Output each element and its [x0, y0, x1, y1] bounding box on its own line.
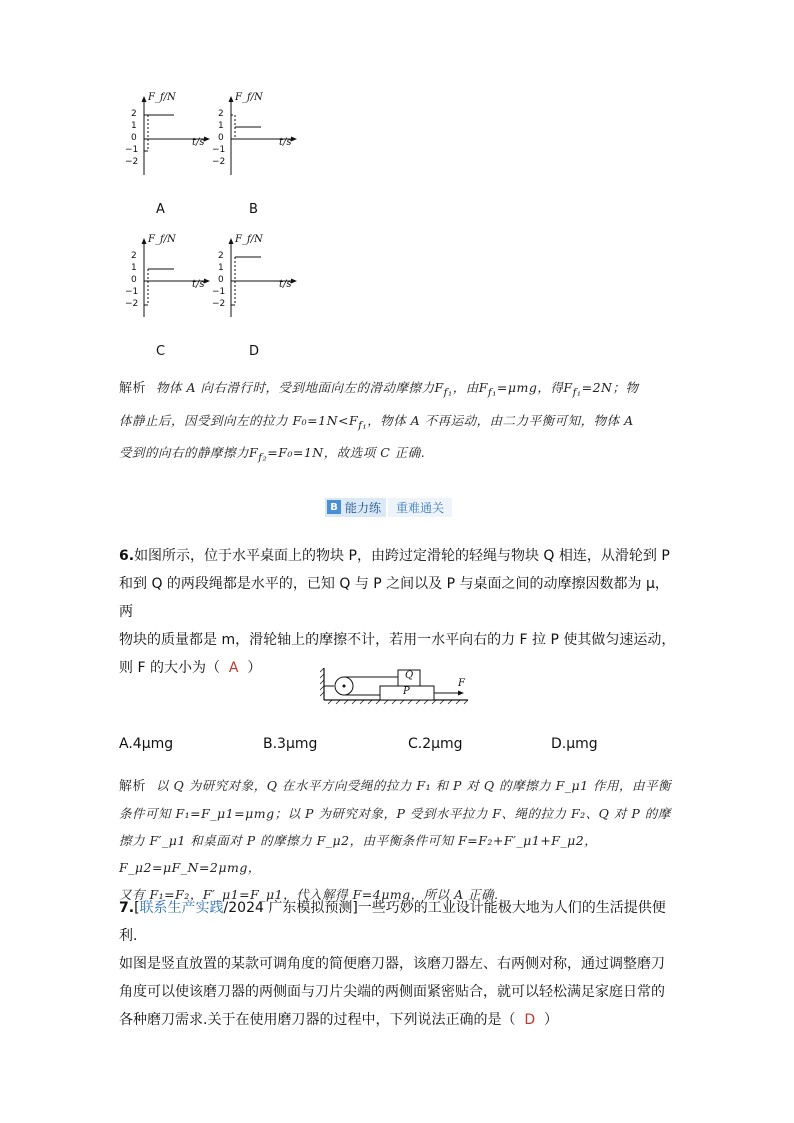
banner-letter-icon: B [327, 500, 341, 514]
figure-label-f: F [458, 678, 465, 689]
graph-tick-label: −1 [212, 145, 226, 155]
graph-tick-label: 0 [131, 133, 137, 143]
banner-primary: B 能力练 [325, 498, 386, 517]
figure-label-p: P [403, 686, 410, 697]
graph-option-letter-a: A [156, 202, 165, 217]
graph-tick-label: 0 [218, 275, 224, 285]
section-banner [325, 498, 452, 516]
question-7: 7.[联系生产实践/2024 广东模拟预测]一些巧妙的工业设计能极大地为人们的生活提供便利. 如图是竖直放置的某款可调角度的简便磨刀器，该磨刀器左、右两侧对称，通过调整磨刀 角度可以使该磨刀器的两侧面与刀片尖端的两侧面紧密贴合，就可以轻松满足家庭日常的 各种磨刀需求.关于在使用磨刀器的过程中，下列说法正确的是（ D ） [119, 900, 666, 1028]
graph-tick-label: 2 [218, 251, 224, 261]
graph-tick-label: −1 [125, 287, 139, 297]
solution-keyword: 解析 [119, 381, 147, 396]
answer-mark: D [524, 1012, 536, 1028]
graph-tick-label: 2 [131, 251, 137, 261]
graph-tick-label: 1 [131, 263, 137, 273]
graph-x-axis-label: t/s [279, 279, 292, 290]
graph-y-axis-label: F_f/N [148, 234, 176, 245]
graph-tick-label: −2 [212, 157, 226, 167]
graph-y-axis-label: F_f/N [235, 234, 263, 245]
graph-x-axis-label: t/s [192, 137, 205, 148]
solution-keyword: 解析 [119, 779, 147, 794]
question-number: 6. [119, 548, 135, 564]
graph-tick-label: 1 [131, 121, 137, 131]
choice-c: C.2μmg [408, 736, 463, 752]
choice-a: A.4μmg [119, 736, 174, 752]
graph-tick-label: 2 [131, 109, 137, 119]
choice-d: D.μmg [551, 736, 598, 752]
graph-option-letter-d: D [249, 344, 260, 359]
graph-x-axis-label: t/s [192, 279, 205, 290]
banner-subtitle: 重难通关 [388, 498, 452, 517]
graph-tick-label: −1 [125, 145, 139, 155]
figure-label-q: Q [405, 670, 414, 681]
question-number: 7. [119, 900, 135, 916]
graph-tick-label: 0 [131, 275, 137, 285]
graph-tick-label: 2 [218, 109, 224, 119]
graph-option-letter-b: B [249, 202, 258, 217]
solution-6: 解析 以 Q 为研究对象，Q 在水平方向受绳的拉力 F₁ 和 P 对 Q 的摩擦力 F_μ1 作用，由平衡 条件可知 F₁=F_μ1=μmg；以 P 为研究对象，P 受到水平拉力 F、绳的拉力 F₂、Q 对 P 的摩 擦力 F′_μ1 和桌面对 P 的摩擦力 F_μ2，由平衡条件可知 F=F₂+F′_μ1+F_μ2，F_μ2=μF_N=2μmg， 又有 F₁=F₂，F′_μ1=F_μ1，代入解得 F=4μmg，所以 A 正确. [119, 778, 672, 902]
choice-b: B.3μmg [263, 736, 318, 752]
graph-tick-label: 1 [218, 263, 224, 273]
graph-tick-label: −2 [125, 299, 139, 309]
graph-x-axis-label: t/s [279, 137, 292, 148]
graph-option-letter-c: C [156, 344, 166, 359]
graph-y-axis-label: F_f/N [148, 92, 176, 103]
graph-tick-label: −2 [212, 299, 226, 309]
solution-5: 解析 物体 A 向右滑行时，受到地面向左的滑动摩擦力$F_{f_1}$，由$F_{f_1}=\mu mg$，得$F_{f_1}=2N$；物 体静止后，因受到向左的拉力 $F_0=1N<F_{f_1}$，物体 A 不再运动，由二力平衡可知，物体 A 受到的向右的静摩擦力$F_{f_2}=F_0=1N$，故选项 C 正确. [119, 380, 639, 464]
answer-mark: A [228, 660, 239, 676]
question-tag-link[interactable]: 联系生产实践 [139, 900, 224, 916]
pulley-figure [320, 664, 470, 708]
graph-tick-label: −1 [212, 287, 226, 297]
graph-y-axis-label: F_f/N [235, 92, 263, 103]
graph-tick-label: 1 [218, 121, 224, 131]
graph-tick-label: 0 [218, 133, 224, 143]
question-6: 6.如图所示，位于水平桌面上的物块 P，由跨过定滑轮的轻绳与物块 Q 相连，从滑轮到 P 和到 Q 的两段绳都是水平的，已知 Q 与 P 之间以及 P 与桌面之间的动摩擦因数都为 μ，两 物块的质量都是 m，滑轮轴上的摩擦不计，若用一水平向右的力 F 拉 P 使其做匀速运动， 则 F 的大小为（ A ） [119, 548, 676, 676]
graph-tick-label: −2 [125, 157, 139, 167]
